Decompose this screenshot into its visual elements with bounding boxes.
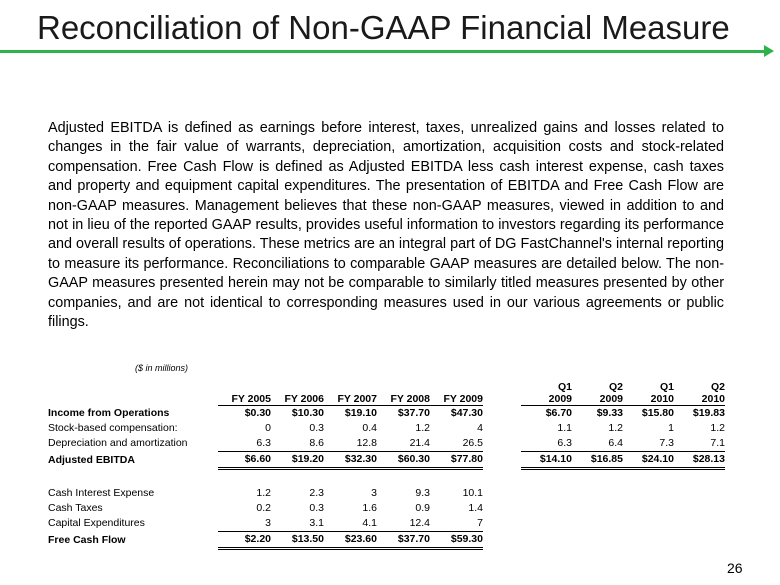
header-fy: FY 2005 xyxy=(218,375,271,406)
quarter-cell: $6.70 xyxy=(545,407,572,419)
header-quarter-label: Q2 xyxy=(710,381,725,393)
empty-cell xyxy=(483,532,725,549)
row-label: Depreciation and amortization xyxy=(48,437,188,450)
fy-cell: $60.30 xyxy=(377,452,430,469)
fy-cell: 1.2 xyxy=(415,422,430,434)
quarter-cell: 1.2 xyxy=(710,422,725,434)
quarter-cell: $28.13 xyxy=(674,452,725,469)
fy-cell: 2.3 xyxy=(309,487,324,499)
header-gap xyxy=(483,375,521,406)
quarter-cell: $14.10 xyxy=(521,452,572,469)
header-quarter xyxy=(572,375,623,406)
fy-cell: $19.20 xyxy=(271,452,324,469)
empty-cell xyxy=(483,486,725,501)
row-label: Cash Taxes xyxy=(48,502,103,514)
quarter-cell: $16.85 xyxy=(572,452,623,469)
header-quarter-label: Q1 xyxy=(659,381,674,393)
header-quarter-year: 2009 xyxy=(548,393,572,405)
row-label: Adjusted EBITDA xyxy=(48,453,135,466)
fy-cell: 6.3 xyxy=(256,437,271,449)
fy-cell: 1.2 xyxy=(256,487,271,499)
header-quarter xyxy=(623,375,674,406)
fy-cell: $10.30 xyxy=(291,407,324,419)
table-row-income-from-operations xyxy=(48,406,725,422)
header-fy: FY 2008 xyxy=(377,375,430,406)
quarter-cell: 6.4 xyxy=(608,437,623,449)
table-row-capital-expenditures xyxy=(48,516,725,532)
table-row-cash-taxes xyxy=(48,501,725,516)
fy-cell: 12.8 xyxy=(356,437,377,449)
fy-cell: $47.30 xyxy=(450,407,483,419)
fy-cell: 3.1 xyxy=(309,517,324,529)
fy-cell: $77.80 xyxy=(430,452,483,469)
empty-cell xyxy=(483,501,725,516)
header-quarter-label: Q1 xyxy=(557,381,572,393)
fy-cell: 3 xyxy=(265,517,271,529)
quarter-cell: $19.83 xyxy=(692,407,725,419)
reconciliation-table xyxy=(48,375,725,550)
definition-paragraph: Adjusted EBITDA is defined as earnings before interest, taxes, unrealized gains and losses related to changes in the fair value of warrants, depreciation, amortization, acquisition costs and stock-related compensation. Free Cash Flow is defined as Adjusted EBITDA less cash interest expense, cash taxes and property and equipment capital expenditures. The presentation of EBITDA and Free Cash Flow are non-GAAP measures. Management believes that these non-GAAP measures, viewed in addition to and not in lieu of the reported GAAP results, provides useful information to investors regarding its performance and overall results of operations. These metrics are an integral part of DG FastChannel's internal reporting to measure its performance. Reconciliations to comparable GAAP measures are detailed below. The non-GAAP measures presented herein may not be comparable to similarly titled measures presented by other companies, and are not identical to corresponding measures used in our various agreements or public filings. xyxy=(48,120,724,331)
page-number: 26 xyxy=(727,560,743,576)
fy-cell: $19.10 xyxy=(344,407,377,419)
fy-cell: $37.70 xyxy=(397,407,430,419)
row-label: Income from Operations xyxy=(48,406,170,419)
fy-cell: 9.3 xyxy=(415,487,430,499)
header-quarter-year: 2010 xyxy=(701,393,725,405)
header-fy: FY 2007 xyxy=(324,375,377,406)
fy-cell: $0.30 xyxy=(244,407,271,419)
table-row-free-cash-flow xyxy=(48,532,725,549)
gap-cell xyxy=(483,406,521,422)
row-label: Free Cash Flow xyxy=(48,533,126,546)
fy-cell: 10.1 xyxy=(462,487,483,499)
table-row-depreciation-amortization xyxy=(48,436,725,452)
fy-cell: 0.3 xyxy=(309,422,324,434)
gap-cell xyxy=(483,421,521,436)
table-row-stock-based-compensation xyxy=(48,421,725,436)
header-fy: FY 2009 xyxy=(430,375,483,406)
header-quarter xyxy=(521,375,572,406)
header-quarter xyxy=(674,375,725,406)
quarter-cell: 1.1 xyxy=(557,422,572,434)
gap-cell xyxy=(483,452,521,469)
fy-cell: 1.6 xyxy=(362,502,377,514)
fy-cell: 7 xyxy=(477,517,483,529)
fy-cell: 0.4 xyxy=(362,422,377,434)
header-fy: FY 2006 xyxy=(271,375,324,406)
quarter-cell: 1 xyxy=(668,422,674,434)
units-note: ($ in millions) xyxy=(135,363,189,373)
row-label: Capital Expenditures xyxy=(48,517,145,530)
fy-cell: 8.6 xyxy=(309,437,324,449)
header-blank xyxy=(48,375,218,406)
table-header-row xyxy=(48,375,725,406)
fy-cell: 4.1 xyxy=(362,517,377,529)
fy-cell: $6.60 xyxy=(218,452,271,469)
fy-cell: 0 xyxy=(265,422,271,434)
table-row-adjusted-ebitda xyxy=(48,452,725,469)
quarter-cell: 7.1 xyxy=(710,437,725,449)
title-underline xyxy=(0,50,765,53)
quarter-cell: 1.2 xyxy=(608,422,623,434)
fy-cell: 26.5 xyxy=(462,437,483,449)
fy-cell: $59.30 xyxy=(430,532,483,549)
fy-cell: 0.9 xyxy=(415,502,430,514)
fy-cell: 0.2 xyxy=(256,502,271,514)
fy-cell: 0.3 xyxy=(309,502,324,514)
table-row-cash-interest-expense xyxy=(48,486,725,501)
gap-cell xyxy=(483,436,521,452)
quarter-cell: 7.3 xyxy=(659,437,674,449)
row-label: Stock-based compensation: xyxy=(48,422,178,434)
fy-cell: 12.4 xyxy=(409,517,430,529)
quarter-cell: $9.33 xyxy=(596,407,623,419)
empty-cell xyxy=(483,516,725,532)
fy-cell: $13.50 xyxy=(271,532,324,549)
page-title: Reconciliation of Non-GAAP Financial Measure xyxy=(37,9,730,46)
fy-cell: 21.4 xyxy=(409,437,430,449)
row-label: Cash Interest Expense xyxy=(48,487,155,499)
fy-cell: 3 xyxy=(371,487,377,499)
spacer-cell xyxy=(48,469,725,487)
table-spacer-row xyxy=(48,469,725,487)
fy-cell: 1.4 xyxy=(468,502,483,514)
quarter-cell: 6.3 xyxy=(557,437,572,449)
fy-cell: $23.60 xyxy=(324,532,377,549)
quarter-cell: $15.80 xyxy=(641,407,674,419)
fy-cell: 4 xyxy=(477,422,483,434)
header-quarter-year: 2009 xyxy=(599,393,623,405)
fy-cell: $32.30 xyxy=(324,452,377,469)
underline-arrow-icon xyxy=(764,45,774,57)
header-quarter-year: 2010 xyxy=(650,393,674,405)
header-quarter-label: Q2 xyxy=(608,381,623,393)
quarter-cell: $24.10 xyxy=(623,452,674,469)
fy-cell: $2.20 xyxy=(218,532,271,549)
fy-cell: $37.70 xyxy=(377,532,430,549)
